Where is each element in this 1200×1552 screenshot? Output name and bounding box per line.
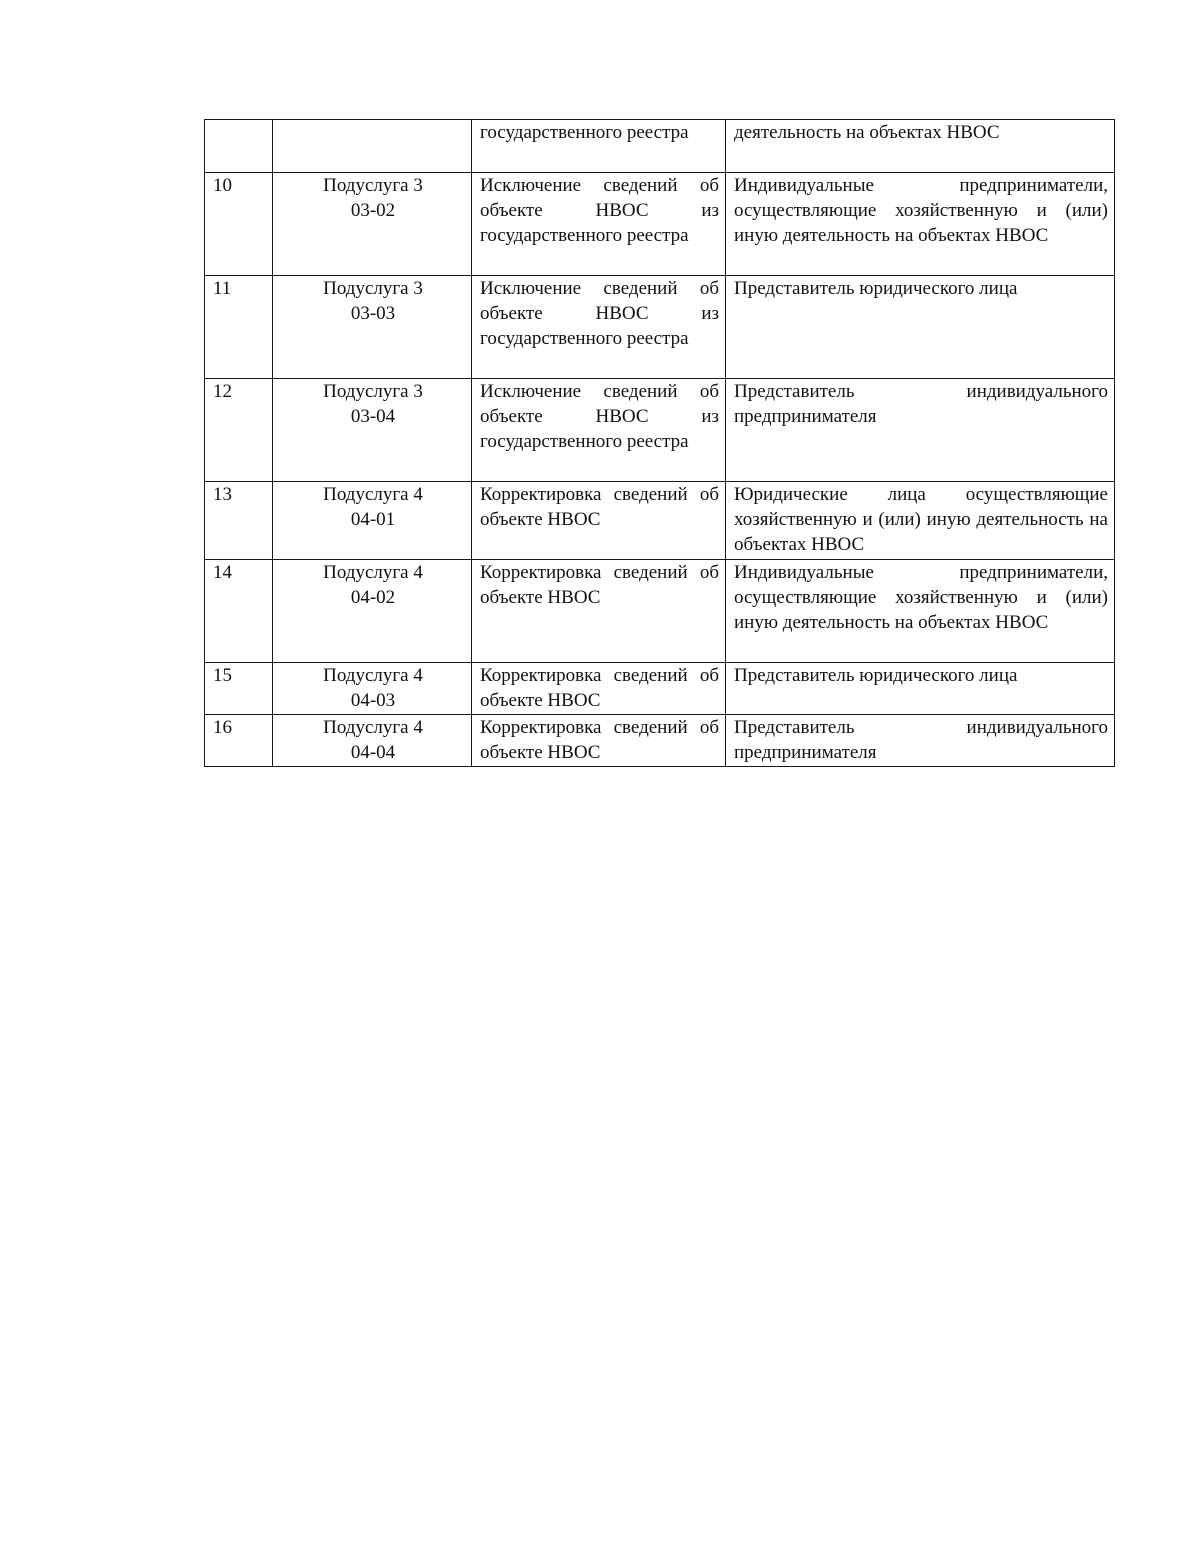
subservice-code-cell bbox=[273, 276, 472, 379]
subservice-label: Подуслуга 3 bbox=[323, 175, 423, 196]
subservice-code: 04-03 bbox=[350, 690, 396, 711]
subservice-name-cell: Корректировка сведений об объекте НВОС bbox=[472, 560, 726, 663]
subservice-code-cell bbox=[273, 173, 472, 276]
services-table bbox=[204, 119, 1115, 767]
table-row bbox=[205, 663, 1115, 715]
subservice-label: Подуслуга 3 bbox=[323, 278, 423, 299]
applicant-category-cell: Юридические лица осуществляющие хозяйственную и (или) иную деятельность на объектах НВОС bbox=[726, 482, 1115, 560]
row-number-cell: 15 bbox=[205, 663, 273, 715]
subservice-code: 04-02 bbox=[350, 587, 396, 608]
row-number-cell: 16 bbox=[205, 715, 273, 767]
table-row bbox=[205, 173, 1115, 276]
row-number-cell bbox=[205, 120, 273, 173]
subservice-name-cell: Исключение сведений об объекте НВОС из государственного реестра bbox=[472, 379, 726, 482]
subservice-label: Подуслуга 3 bbox=[323, 381, 423, 402]
table-row bbox=[205, 715, 1115, 767]
subservice-code-cell bbox=[273, 715, 472, 767]
applicant-category-cell: Представитель юридического лица bbox=[726, 663, 1115, 715]
subservice-code-cell bbox=[273, 663, 472, 715]
table-row bbox=[205, 482, 1115, 560]
subservice-code-cell bbox=[273, 560, 472, 663]
subservice-code-cell bbox=[273, 379, 472, 482]
applicant-category-cell: Представитель юридического лица bbox=[726, 276, 1115, 379]
subservice-code: 03-02 bbox=[350, 200, 396, 221]
subservice-name-cell: Исключение сведений об объекте НВОС из государственного реестра bbox=[472, 276, 726, 379]
table-row bbox=[205, 276, 1115, 379]
subservice-code: 03-03 bbox=[350, 303, 396, 324]
applicant-category-cell: Представитель индивидуального предпринимателя bbox=[726, 715, 1115, 767]
subservice-code: 04-04 bbox=[350, 742, 396, 763]
subservice-label: Подуслуга 4 bbox=[323, 484, 423, 505]
applicant-category-cell: Индивидуальные предприниматели, осуществляющие хозяйственную и (или) иную деятельность на объектах НВОС bbox=[726, 173, 1115, 276]
row-number-cell: 13 bbox=[205, 482, 273, 560]
table-row bbox=[205, 379, 1115, 482]
row-number-cell: 11 bbox=[205, 276, 273, 379]
row-number-cell: 12 bbox=[205, 379, 273, 482]
subservice-name-cell: Корректировка сведений об объекте НВОС bbox=[472, 663, 726, 715]
table-row bbox=[205, 560, 1115, 663]
subservice-name-cell: Корректировка сведений об объекте НВОС bbox=[472, 482, 726, 560]
row-number-cell: 10 bbox=[205, 173, 273, 276]
subservice-name-cell: Исключение сведений об объекте НВОС из государственного реестра bbox=[472, 173, 726, 276]
subservice-label: Подуслуга 4 bbox=[323, 562, 423, 583]
subservice-name-cell: Корректировка сведений об объекте НВОС bbox=[472, 715, 726, 767]
subservice-name-cell: государственного реестра bbox=[472, 120, 726, 173]
subservice-label: Подуслуга 4 bbox=[323, 665, 423, 686]
applicant-category-cell: деятельность на объектах НВОС bbox=[726, 120, 1115, 173]
subservice-label: Подуслуга 4 bbox=[323, 717, 423, 738]
subservice-code: 04-01 bbox=[350, 509, 396, 530]
applicant-category-cell: Представитель индивидуального предпринимателя bbox=[726, 379, 1115, 482]
applicant-category-cell: Индивидуальные предприниматели, осуществляющие хозяйственную и (или) иную деятельность на объектах НВОС bbox=[726, 560, 1115, 663]
subservice-code-cell bbox=[273, 120, 472, 173]
subservice-code: 03-04 bbox=[350, 406, 396, 427]
table-row bbox=[205, 120, 1115, 173]
row-number-cell: 14 bbox=[205, 560, 273, 663]
subservice-code-cell bbox=[273, 482, 472, 560]
